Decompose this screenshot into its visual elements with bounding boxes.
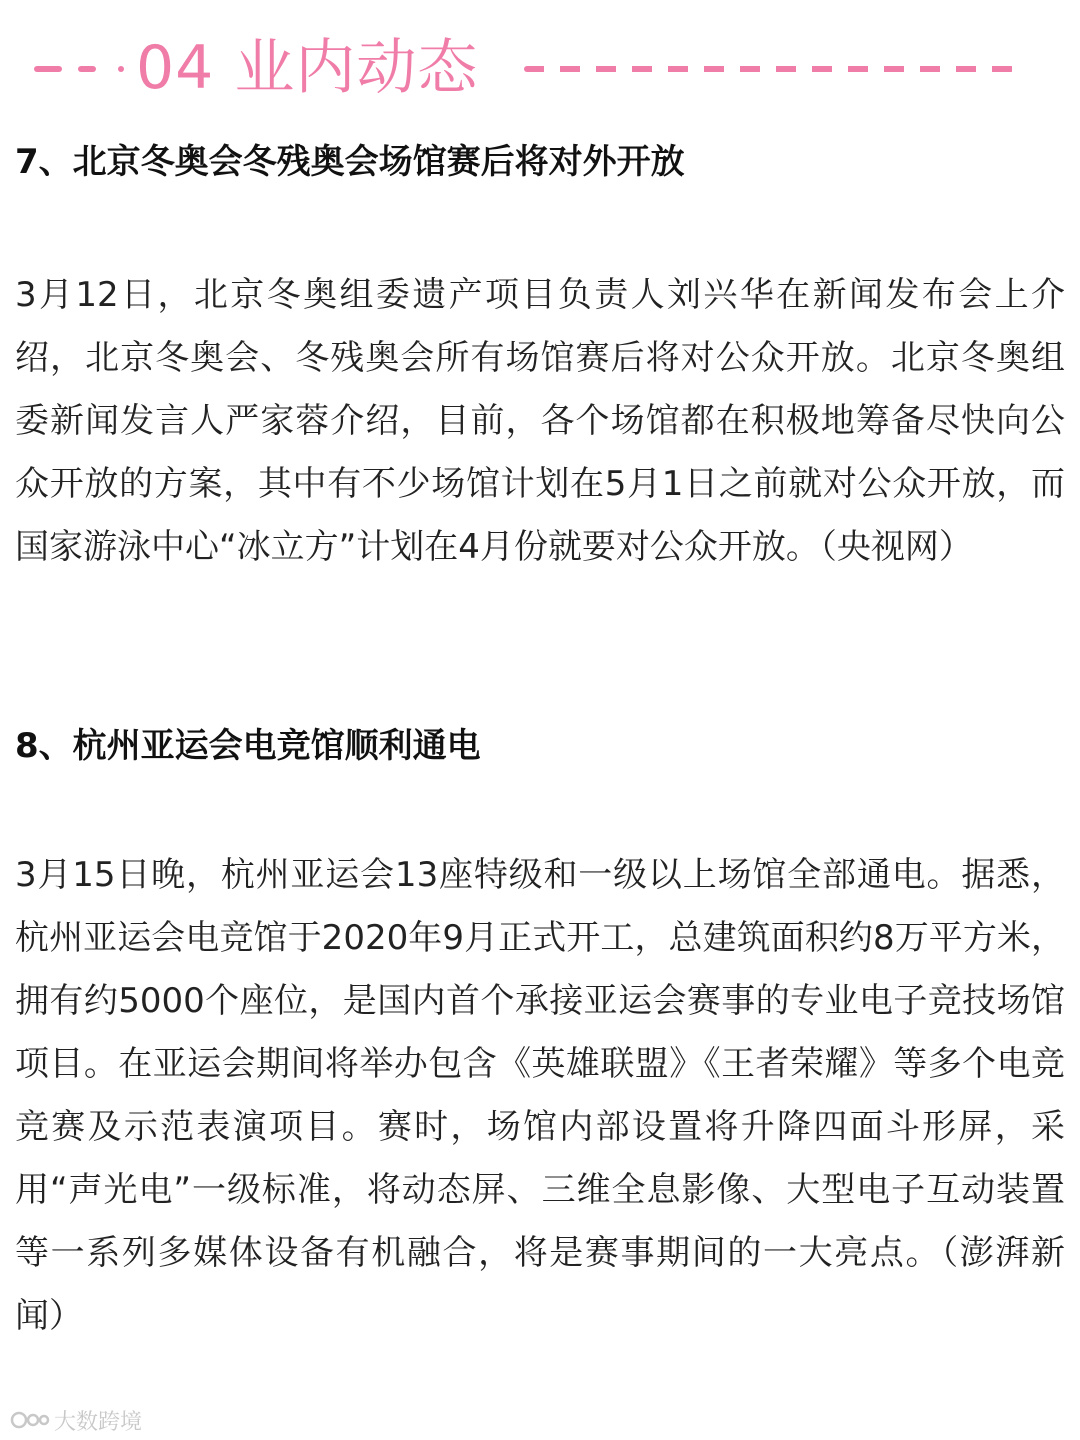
section-header — [0, 28, 1080, 108]
article-title: 7、北京冬奥会冬残奥会场馆赛后将对外开放 — [15, 142, 685, 182]
article-body: 3月15日晚，杭州亚运会13座特级和一级以上场馆全部通电。据悉，杭州亚运会电竞馆于2020年9月正式开工，总建筑面积约8万平方米，拥有约5000个座位，是国内首个承接亚运会赛事的专业电子竞技场馆项目。在亚运会期间将举办包含《英雄联盟》《王者荣耀》等多个电竞竞赛及示范表演项目。赛时，场馆内部设置将升降四面斗形屏，采用“声光电”一级标准，将动态屏、三维全息影像、大型电子互动装置等一系列多媒体设备有机融合，将是赛事期间的一大亮点。（澎湃新闻） — [15, 855, 1065, 1336]
header-dash-left-2 — [78, 66, 96, 72]
brand-logo-icon — [10, 1408, 50, 1432]
article-7 — [15, 140, 1065, 640]
article-8 — [15, 724, 1065, 1364]
watermark — [10, 1405, 142, 1435]
article-title: 8、杭州亚运会电竞馆顺利通电 — [15, 726, 481, 766]
article-body: 3月12日，北京冬奥组委遗产项目负责人刘兴华在新闻发布会上介绍，北京冬奥会、冬残奥会所有场馆赛后将对公众开放。北京冬奥组委新闻发言人严家蓉介绍，目前，各个场馆都在积极地筹备尽快向公众开放的方案，其中有不少场馆计划在5月1日之前就对公众开放，而国家游泳中心“冰立方”计划在4月份就要对公众开放。（央视网） — [15, 275, 1065, 567]
header-dash-left-1 — [34, 66, 62, 72]
header-dash-right — [524, 66, 1014, 72]
header-dash-left-3 — [118, 66, 124, 72]
section-title: 04 业内动态 — [136, 33, 479, 103]
watermark-text: 大数跨境 — [54, 1409, 143, 1435]
